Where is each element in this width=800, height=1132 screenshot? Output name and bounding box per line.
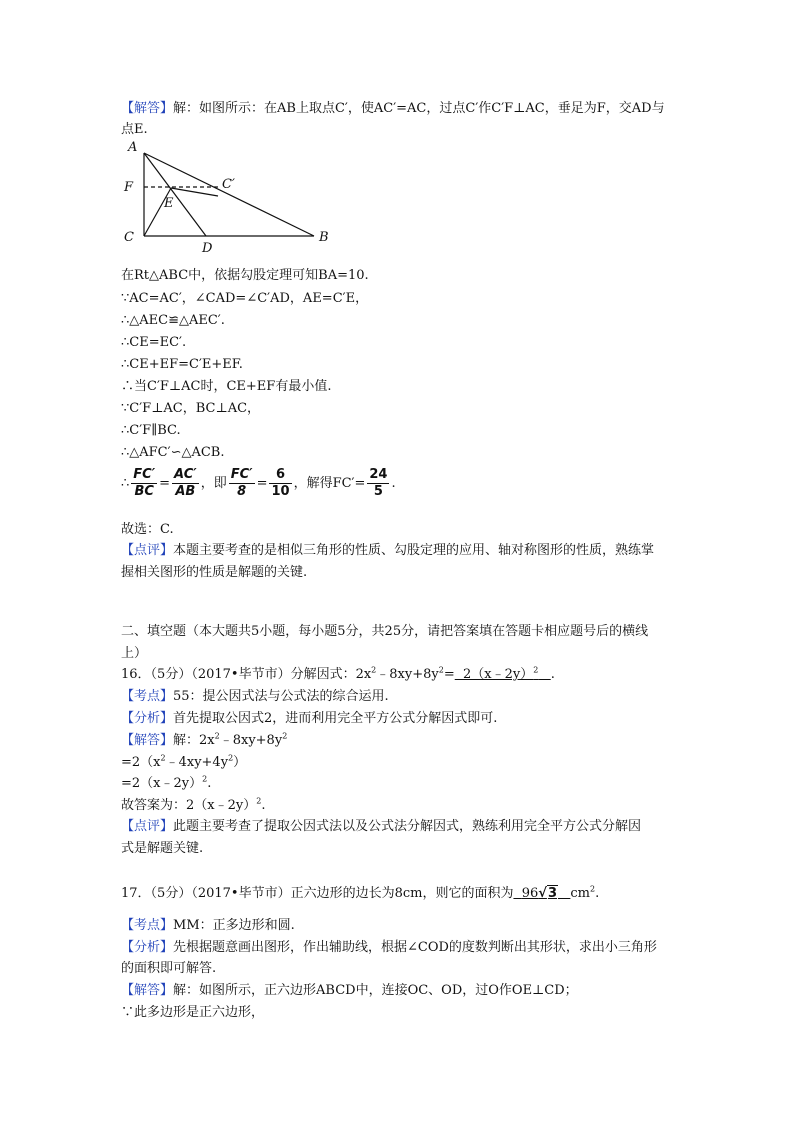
q17-fenxi-2: 的面积即可解答. [121,961,217,976]
section-2-heading-cont: 上） [121,646,148,661]
proof-line: ∴CE=EC′. [121,335,187,350]
q17-answer: 96√3 [521,886,557,901]
proof-line: ∵AC=AC′，∠CAD=∠C′AD，AE=C′E， [121,291,369,306]
answer-15: 故选：C. [121,522,174,537]
segment-ec-prime [171,188,218,196]
q17-fenxi-1: 【分析】先根据题意画出图形，作出辅助线，根据∠COD的度数判断出其形状，求出小三角形 [121,940,657,955]
label-a: A [128,140,138,155]
q17-jieda-1: 【解答】解：如图所示，正六边形ABCD中，连接OC、OD，过O作OE⊥CD； [121,983,578,998]
side-ab [144,153,314,236]
q17-kaodian: 【考点】MM：正多边形和圆. [121,918,295,933]
solution-text-1: 解：如图所示：在AB上取点C′，使AC′=AC，过点C′作C′F⊥AC，垂足为F，交AD与 [173,101,665,116]
q16-jieda-1: 【解答】解：$2x^2﹣8xy+8y^2$ [121,731,288,748]
proof-line: ∴△AEC≌△AEC′. [121,313,225,328]
solution-line-2: 点E. [121,122,148,137]
proof-line: ∴△AFC′∽△ACB. [121,445,225,460]
label-f: F [124,180,134,195]
proof-line: ∵C′F⊥AC，BC⊥AC， [121,401,261,416]
tag-jieda: 【解答】 [121,101,174,116]
q16-review-2: 式是解题关键. [121,841,204,856]
fraction-6-10: $\frac{6}{10}$ [271,467,290,499]
review-15-line-2: 握相关图形的性质是解题的关键. [121,565,308,580]
sqrt-symbol: √3 [538,886,557,901]
fraction-fc-8: $\frac{FC'}{8}$ [230,467,253,499]
q16-jieda-3: =2（x﹣2y）$^2$. [121,774,212,791]
q16-fenxi: 【分析】首先提取公因式2，进而利用完全平方公式分解因式即可. [121,711,498,726]
proof-line: ∴CE+EF=C′E+EF. [121,357,243,372]
q17-jieda-2: ∵此多边形是正六边形， [121,1005,265,1020]
proof-line: 在Rt△ABC中，依据勾股定理可知BA=10. [121,268,369,283]
q16-answer: 2（x﹣2y）$^2$ [463,665,539,682]
q16-final: 故答案为：2（x﹣2y）$^2$. [121,796,266,813]
label-c-prime: C′ [222,177,235,192]
fraction-24-5: $\frac{24}{5}$ [369,467,388,499]
ratio-line: ∴ $\frac{FC'}{BC}$ = $\frac{AC'}{AB}$ ，即 $\frac{FC'}{8}$ = $\frac{6}{10}$ ，解得FC′= $\frac{24}{5}$ . [121,467,396,499]
segment-ad [144,153,206,236]
q16-review-1: 【点评】此题主要考查了提取公因式法以及公式法分解因式，熟练利用完全平方公式分解因 [121,819,642,834]
solution-line-1 [121,100,665,118]
label-d: D [202,241,213,256]
q16-jieda-2: $=2(x^2﹣4xy+4y^2)$ [121,753,247,770]
therefore-symbol: ∴ [121,476,130,491]
tag-dianping: 【点评】 [121,543,174,558]
label-c: C [124,230,134,245]
fraction-fc-bc: $\frac{FC'}{BC}$ [133,467,156,499]
proof-line: ∴当C′F⊥AC时，CE+EF有最小值. [121,379,332,394]
review-15-line-1: 【点评】本题主要考查的是相似三角形的性质、勾股定理的应用、轴对称图形的性质，熟练掌 [121,543,655,558]
proof-line: ∴C′F∥BC. [121,423,181,438]
label-b: B [319,230,329,245]
label-e: E [164,196,174,211]
triangle-figure [118,138,338,256]
q16-kaodian: 【考点】55：提公因式法与公式法的综合运用. [121,689,389,704]
q17-stem: 17．（5分）（2017•毕节市）正六边形的边长为8cm，则它的面积为 96√3 $cm^2$. [121,884,600,901]
q16-stem: 16．（5分）（2017•毕节市）分解因式：$2x^2﹣8xy+8y^2=$ 2（x﹣2y）$^2$ . [121,665,555,682]
fraction-ac-ab: $\frac{AC'}{AB}$ [174,467,197,499]
section-2-heading: 二、填空题（本大题共5小题，每小题5分，共25分，请把答案填在答题卡相应题号后的横线 [121,624,649,639]
